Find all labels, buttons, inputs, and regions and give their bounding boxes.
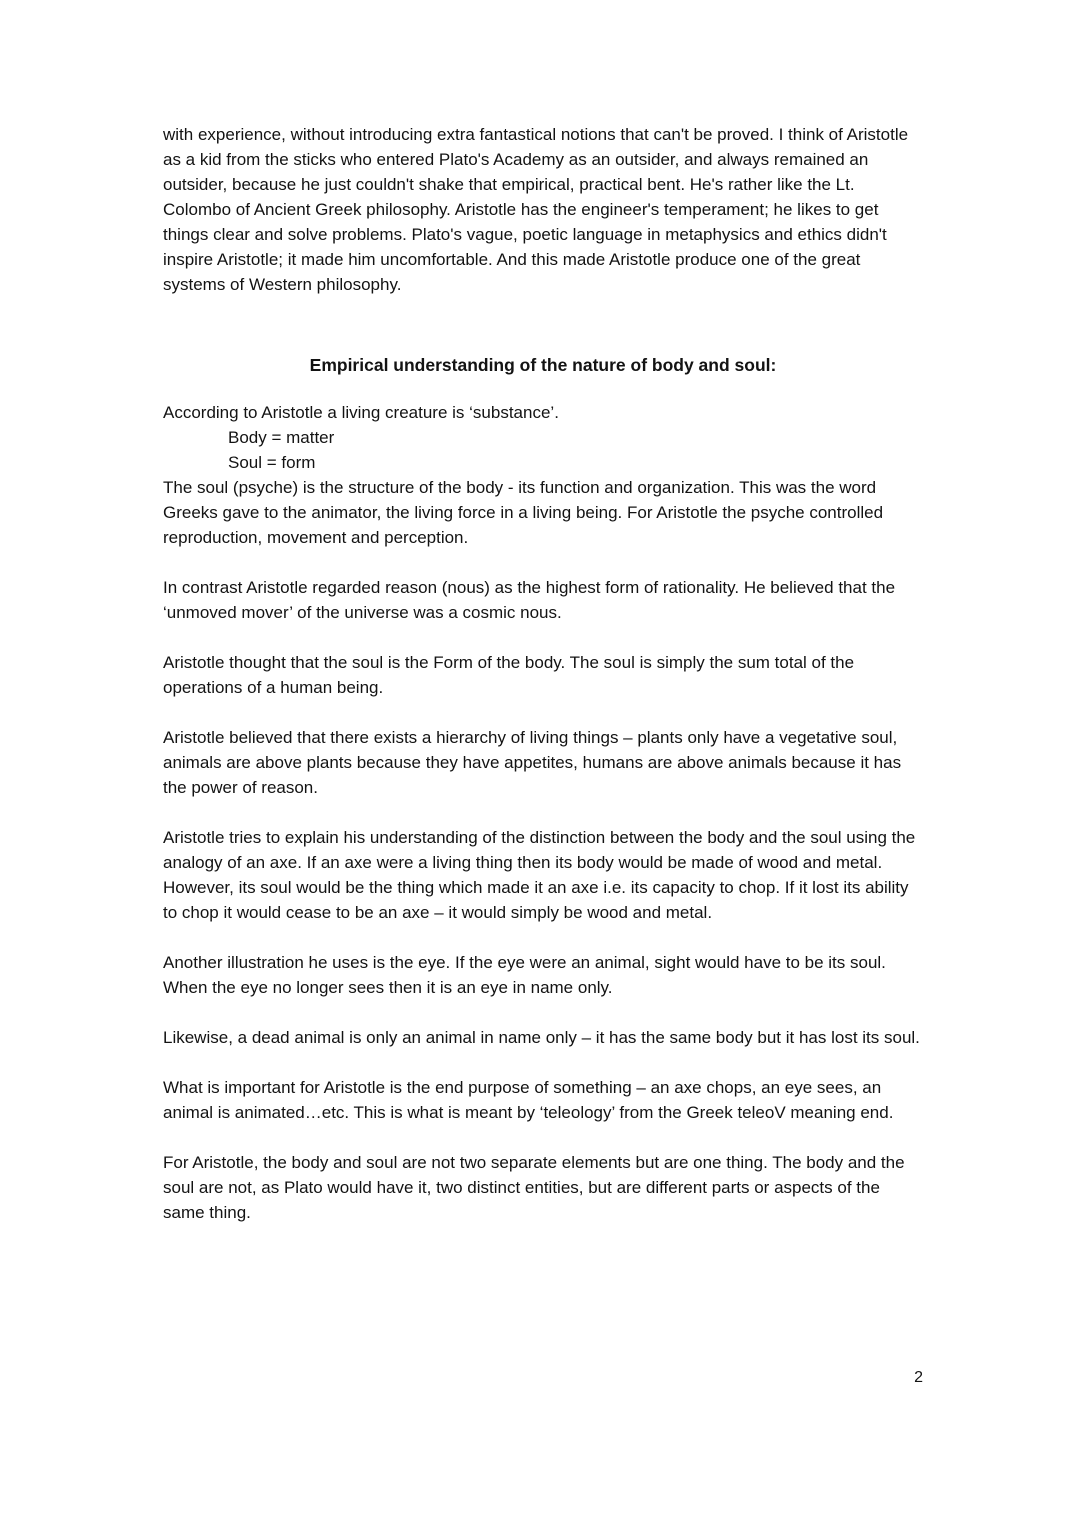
intro-paragraph: with experience, without introducing extra fantastical notions that can't be proved. I think of Aristotle as a kid from the sticks who entered Plato's Academy as an outsider, and always remained an outsider, because he just couldn't shake that empirical, practical bent. He's rather like the Lt. Colombo of Ancient Greek philosophy. Aristotle has the engineer's temperament; he likes to get things clear and solve problems. Plato's vague, poetic language in metaphysics and ethics didn't inspire Aristotle; it made him uncomfortable. And this made Aristotle produce one of the great systems of Western philosophy. [163, 125, 909, 294]
page-number: 2 [914, 1369, 923, 1386]
paragraph-soul-form: Aristotle thought that the soul is the Form of the body. The soul is simply the sum total of the operations of a human being. [163, 653, 855, 697]
paragraph-nous: In contrast Aristotle regarded reason (nous) as the highest form of rationality. He believed that the ‘unmoved mover’ of the universe was a cosmic nous. [163, 578, 896, 622]
paragraph-body-soul-one: For Aristotle, the body and soul are not two separate elements but are one thing. The body and the soul are not, as Plato would have it, two distinct entities, but are different parts or aspects of the same thing. [163, 1153, 905, 1222]
paragraph-psyche: The soul (psyche) is the structure of the body - its function and organization. This was the word Greeks gave to the animator, the living force in a living being. For Aristotle the psyche controlled reproduction, movement and perception. [163, 478, 884, 547]
paragraph-dead-animal: Likewise, a dead animal is only an animal in name only – it has the same body but it has lost its soul. [163, 1028, 920, 1047]
text-block [163, 122, 923, 1250]
definition-soul: Soul = form [228, 453, 316, 472]
paragraph-substance: According to Aristotle a living creature is ‘substance’. [163, 403, 559, 422]
section-heading: Empirical understanding of the nature of body and soul: [309, 355, 777, 375]
paragraph-eye-analogy: Another illustration he uses is the eye. If the eye were an animal, sight would have to be its soul. When the eye no longer sees then it is an eye in name only. [163, 953, 886, 997]
paragraph-hierarchy: Aristotle believed that there exists a hierarchy of living things – plants only have a vegetative soul, animals are above plants because they have appetites, humans are above animals because it has the power of reason. [163, 728, 902, 797]
definition-body: Body = matter [228, 428, 335, 447]
paragraph-axe-analogy: Aristotle tries to explain his understanding of the distinction between the body and the soul using the analogy of an axe. If an axe were a living thing then its body would be made of wood and metal. However, its soul would be the thing which made it an axe i.e. its capacity to chop. If it lost its ability to chop it would cease to be an axe – it would simply be wood and metal. [163, 828, 916, 922]
paragraph-teleology: What is important for Aristotle is the end purpose of something – an axe chops, an eye sees, an animal is animated…etc. This is what is meant by ‘teleology’ from the Greek teleoV meaning end. [163, 1078, 894, 1122]
